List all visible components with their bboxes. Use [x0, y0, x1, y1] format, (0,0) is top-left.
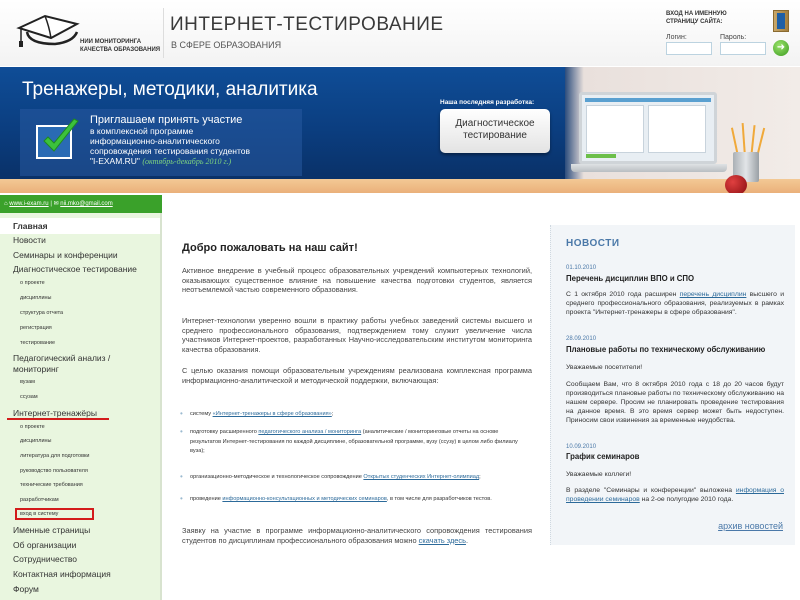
news-title: НОВОСТИ — [566, 238, 620, 249]
bullet-text: (аналитические / мониторинговые отчеты на основе результатов Интернет-тестирования по каждой дисциплине, образовательной программе, вузу (ссузу) в целом либо филиалу вуза); — [190, 429, 518, 454]
bullet-text: ; — [331, 411, 334, 417]
laptop-screen — [579, 92, 717, 164]
program-item — [190, 473, 530, 483]
screen-pane-right — [648, 105, 706, 153]
invite-line-3: информационно-аналитического — [90, 136, 220, 146]
login-submit-button[interactable] — [773, 40, 789, 56]
news-archive-link[interactable]: архив новостей — [718, 521, 783, 531]
news-text-part: на 2-ое полугодие 2010 года. — [639, 496, 734, 503]
invite-brand: "I-EXAM.RU" — [90, 156, 140, 166]
apple-icon — [725, 175, 747, 193]
sidebar-item[interactable]: о проекте — [20, 280, 45, 286]
separator: | — [50, 201, 52, 207]
bullet-text: систему — [190, 411, 213, 417]
news-text-part: С 1 октября 2010 года расширен — [566, 291, 680, 298]
laptop-illustration — [579, 92, 719, 172]
home-icon: ⌂ — [4, 201, 8, 207]
sidebar-contact-bar — [0, 195, 162, 213]
trainers-link[interactable]: «Интернет-тренажеры в сфере образования» — [212, 411, 332, 417]
graduation-cap-book-icon — [15, 12, 85, 48]
bullet-text: подготовку расширенного — [190, 429, 259, 435]
sidebar-item[interactable]: Диагностическое тестирование — [13, 264, 137, 274]
sidebar-item[interactable]: Именные страницы — [13, 525, 91, 535]
news-date: 10.09.2010 — [566, 444, 597, 450]
program-item — [190, 410, 530, 420]
checkbox-icon — [36, 125, 72, 159]
news-greeting: Уважаемые коллеги! — [566, 471, 632, 478]
sidebar-item[interactable]: вход в систему — [20, 511, 59, 517]
password-label: Пароль: — [720, 34, 747, 41]
mail-icon: ✉ — [53, 201, 59, 207]
sidebar-item[interactable]: технические требования — [20, 482, 83, 488]
sidebar-item[interactable]: тестирование — [20, 340, 56, 346]
sidebar-item[interactable]: Контактная информация — [13, 569, 111, 579]
login-input[interactable] — [666, 42, 712, 55]
banner-heading: Тренажеры, методики, аналитика — [22, 79, 318, 100]
sidebar-item[interactable]: Семинары и конференции — [13, 250, 118, 260]
banner-desk-strip — [0, 179, 800, 193]
sidebar-nav — [0, 213, 162, 600]
bullet-text: ; — [479, 474, 481, 480]
screen-buttons — [586, 154, 616, 158]
sidebar-item[interactable]: Новости — [13, 235, 46, 245]
site-title: ИНТЕРНЕТ-ТЕСТИРОВАНИЕ — [170, 14, 444, 35]
news-headline[interactable]: График семинаров — [566, 452, 640, 461]
site-header — [0, 0, 800, 66]
invite-line-4: сопровождения тестирования студентов — [90, 146, 251, 156]
news-greeting: Уважаемые посетители! — [566, 364, 643, 371]
news-text — [566, 486, 784, 504]
news-text-part: В разделе "Семинары и конференции" выложена — [566, 487, 736, 494]
invite-line-5 — [90, 156, 310, 167]
page-title: Добро пожаловать на наш сайт! — [182, 242, 358, 254]
arrow-right-icon: ➜ — [776, 42, 786, 53]
analysis-link[interactable]: педагогического анализа / мониторинга — [258, 429, 362, 435]
email-link[interactable]: nii.mko@gmail.com — [60, 201, 113, 207]
door-icon — [773, 10, 789, 32]
sidebar-item[interactable]: литература для подготовки — [20, 453, 90, 459]
site-subtitle: В СФЕРЕ ОБРАЗОВАНИЯ — [171, 40, 282, 50]
news-text — [566, 290, 784, 317]
sidebar-item[interactable]: Главная — [13, 221, 48, 231]
highlight-box — [15, 508, 94, 520]
seminars-link[interactable]: информационно-консультационных и методических семинаров — [222, 496, 387, 502]
login-label: Логин: — [666, 34, 687, 41]
sidebar-item[interactable]: мониторинг — [13, 364, 59, 374]
header-divider — [163, 8, 164, 58]
download-link[interactable]: скачать здесь — [418, 535, 466, 545]
disciplines-list-link[interactable]: перечень дисциплин — [679, 291, 747, 298]
login-title: ВХОД НА ИМЕННУЮ СТРАНИЦУ САЙТА: — [666, 11, 727, 25]
bullet-text: организационно-методическое и технологическое сопровождение — [190, 474, 364, 480]
latest-dev-label: Наша последняя разработка: — [440, 99, 535, 106]
highlight-underline — [7, 418, 109, 420]
application-paragraph — [182, 526, 532, 545]
paragraph-text: Заявку на участие в программе информационно-аналитического сопровождения тестирования студентов по дисциплинам профессионального образования можно — [182, 526, 532, 545]
invite-line-2: в комплексной программе — [90, 126, 194, 136]
sidebar-item[interactable]: руководство пользователя — [20, 468, 88, 474]
password-input[interactable] — [720, 42, 766, 55]
invite-text — [90, 114, 310, 167]
olympiads-link[interactable]: Открытых студенческих Интернет-олимпиад — [363, 474, 480, 480]
news-text-part: высшего и среднего профессионального образования, реализуемых в рамках проекта "Интернет-тренажеры в сфере образования". — [566, 291, 784, 316]
bullet-text: , в том числе для разработчиков тестов. — [386, 496, 492, 502]
checkmark-icon — [40, 117, 80, 159]
site-link[interactable]: www.i-exam.ru — [9, 201, 49, 207]
screen-titlebar — [585, 98, 711, 102]
sidebar-item[interactable]: вузам — [20, 379, 35, 385]
invite-line-1: Приглашаем принять участие — [90, 114, 243, 126]
login-form — [660, 6, 800, 62]
news-date: 28.09.2010 — [566, 336, 597, 342]
news-date: 01.10.2010 — [566, 265, 597, 271]
sidebar-item[interactable]: Интернет-тренажёры — [13, 408, 97, 418]
sidebar-item[interactable]: Форум — [13, 584, 39, 594]
sidebar-item[interactable]: разработчикам — [20, 497, 59, 503]
sidebar-item[interactable]: дисциплины — [20, 438, 52, 444]
logo-text: НИИ МОНИТОРИНГА КАЧЕСТВА ОБРАЗОВАНИЯ — [80, 39, 161, 53]
news-panel — [550, 225, 795, 545]
program-item — [190, 428, 530, 457]
hero-banner — [0, 67, 800, 193]
sidebar-item[interactable]: структура отчета — [20, 310, 64, 316]
intro-paragraph-2: Интернет-технологии уверенно вошли в практику работы учебных заведений системы высшего и среднего профессионального образования, подтверждением тому служит увеличение числа участников Интернет-проектов, разработанных Научно-исследовательским институтом мониторинга качества образования. — [182, 316, 532, 354]
program-item — [190, 495, 530, 505]
sidebar-item[interactable]: Об организации — [13, 540, 77, 550]
screen-pane-left — [586, 105, 644, 153]
sidebar-item[interactable]: Сотрудничество — [13, 554, 78, 564]
bullet-text: проведение — [190, 496, 223, 502]
logo[interactable] — [10, 10, 160, 58]
intro-paragraph-1: Активное внедрение в учебный процесс образовательных учреждений компьютерных технологий, оказывающих существенное влияние на повышение качества подготовки студентов, является неотъемлемой частью современного образования. — [182, 266, 532, 294]
sidebar-item[interactable]: ссузам — [20, 394, 38, 400]
sidebar-item[interactable]: дисциплины — [20, 295, 52, 301]
news-headline[interactable]: Плановые работы по техническому обслуживанию — [566, 345, 766, 354]
laptop-base — [571, 164, 727, 172]
intro-paragraph-3: С целью оказания помощи образовательным учреждениям реализована комплексная программа информационно-аналитической и методической поддержки, включающая: — [182, 366, 532, 385]
seminars-info-link[interactable]: информация о проведении семинаров — [566, 487, 784, 503]
invite-date: (октябрь-декабрь 2010 г.) — [142, 157, 232, 166]
sidebar-item[interactable]: Педагогический анализ / — [13, 353, 111, 363]
sidebar-item[interactable]: о проекте — [20, 424, 45, 430]
invite-promo[interactable] — [20, 109, 302, 176]
news-headline[interactable]: Перечень дисциплин ВПО и СПО — [566, 274, 695, 283]
news-text: Сообщаем Вам, что 8 октября 2010 года с 18 до 20 часов будут производиться плановые работы по техническому обслуживанию на нашем сервере. Просим не планировать проведение тестирования на данное время. В это время сервер может быть недоступен. Приносим свои извинения за временные неудобства. — [566, 381, 784, 424]
sidebar-item[interactable]: регистрация — [20, 325, 52, 331]
paragraph-text: . — [465, 535, 469, 545]
diagnostic-testing-button[interactable]: Диагностическое тестирование — [440, 109, 550, 153]
